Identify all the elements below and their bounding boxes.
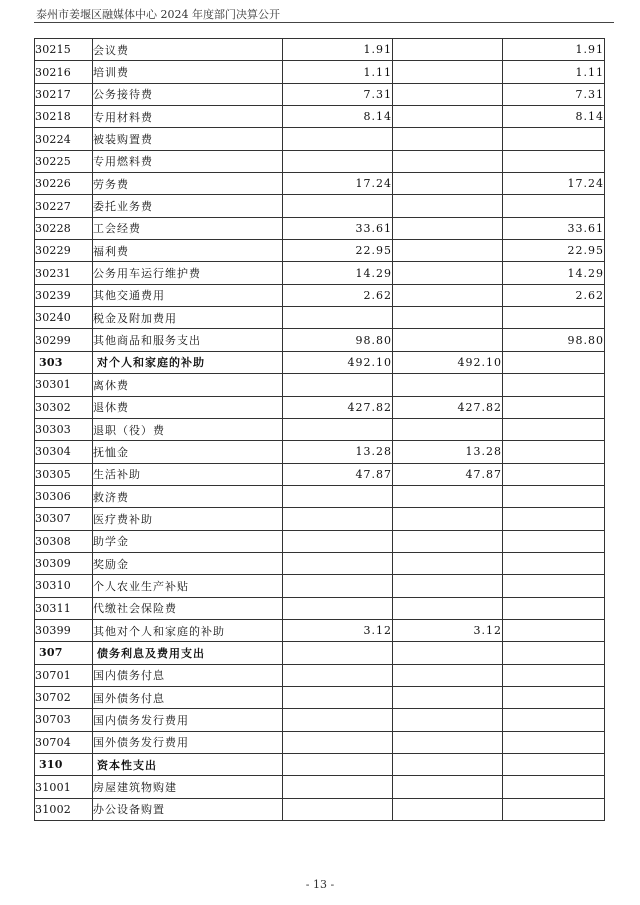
amount-public-cell [503, 552, 605, 574]
amount-personnel-cell [393, 597, 503, 619]
amount-public-cell: 1.11 [503, 61, 605, 83]
amount-total-cell [283, 508, 393, 530]
account-name-cell: 生活补助 [93, 463, 283, 485]
amount-total-cell: 492.10 [283, 351, 393, 373]
amount-public-cell: 14.29 [503, 262, 605, 284]
amount-total-cell [283, 530, 393, 552]
amount-public-cell: 22.95 [503, 240, 605, 262]
amount-personnel-cell [393, 329, 503, 351]
account-name-cell: 离休费 [93, 374, 283, 396]
amount-total-cell: 22.95 [283, 240, 393, 262]
table-row [35, 530, 605, 552]
account-code-cell: 310 [35, 754, 93, 776]
amount-total-cell [283, 664, 393, 686]
amount-personnel-cell [393, 754, 503, 776]
amount-public-cell [503, 195, 605, 217]
table-row [35, 284, 605, 306]
amount-total-cell [283, 307, 393, 329]
amount-public-cell [503, 731, 605, 753]
amount-personnel-cell [393, 217, 503, 239]
account-name-cell: 培训费 [93, 61, 283, 83]
table-row [35, 173, 605, 195]
amount-public-cell [503, 150, 605, 172]
account-code-cell: 30308 [35, 530, 93, 552]
account-code-cell: 30303 [35, 418, 93, 440]
amount-personnel-cell [393, 128, 503, 150]
amount-total-cell [283, 597, 393, 619]
amount-personnel-cell [393, 195, 503, 217]
account-name-cell: 国内债务付息 [93, 664, 283, 686]
account-code-cell: 303 [35, 351, 93, 373]
account-name-cell: 福利费 [93, 240, 283, 262]
amount-public-cell [503, 642, 605, 664]
amount-total-cell [283, 754, 393, 776]
amount-public-cell [503, 597, 605, 619]
amount-public-cell [503, 418, 605, 440]
amount-public-cell [503, 798, 605, 820]
table-row [35, 508, 605, 530]
table-row [35, 597, 605, 619]
table-row [35, 39, 605, 61]
amount-personnel-cell [393, 642, 503, 664]
account-name-cell: 其他对个人和家庭的补助 [93, 619, 283, 641]
amount-personnel-cell [393, 173, 503, 195]
account-name-cell: 抚恤金 [93, 441, 283, 463]
account-name-cell: 奖励金 [93, 552, 283, 574]
amount-total-cell: 1.11 [283, 61, 393, 83]
table-row-category [35, 351, 605, 373]
amount-personnel-cell [393, 552, 503, 574]
account-code-cell: 30239 [35, 284, 93, 306]
amount-public-cell: 1.91 [503, 39, 605, 61]
amount-personnel-cell [393, 39, 503, 61]
account-code-cell: 30307 [35, 508, 93, 530]
amount-total-cell [283, 642, 393, 664]
amount-personnel-cell [393, 418, 503, 440]
expenditure-table-body [35, 39, 605, 821]
account-code-cell: 30229 [35, 240, 93, 262]
account-code-cell: 30302 [35, 396, 93, 418]
amount-personnel-cell [393, 150, 503, 172]
amount-total-cell: 7.31 [283, 83, 393, 105]
page-header-title: 泰州市姜堰区融媒体中心 2024 年度部门决算公开 [36, 8, 280, 21]
amount-personnel-cell [393, 530, 503, 552]
amount-public-cell [503, 686, 605, 708]
amount-public-cell: 98.80 [503, 329, 605, 351]
account-name-cell: 专用燃料费 [93, 150, 283, 172]
amount-personnel-cell [393, 374, 503, 396]
account-code-cell: 30218 [35, 106, 93, 128]
account-code-cell: 30215 [35, 39, 93, 61]
account-code-cell: 30240 [35, 307, 93, 329]
amount-personnel-cell [393, 776, 503, 798]
account-code-cell: 30399 [35, 619, 93, 641]
amount-total-cell [283, 575, 393, 597]
amount-total-cell: 17.24 [283, 173, 393, 195]
amount-public-cell: 7.31 [503, 83, 605, 105]
account-name-cell: 退职（役）费 [93, 418, 283, 440]
table-row [35, 664, 605, 686]
account-code-cell: 30224 [35, 128, 93, 150]
amount-total-cell [283, 195, 393, 217]
account-code-cell: 30311 [35, 597, 93, 619]
amount-total-cell: 13.28 [283, 441, 393, 463]
account-code-cell: 307 [35, 642, 93, 664]
account-name-cell: 国外债务付息 [93, 686, 283, 708]
account-name-cell: 其他交通费用 [93, 284, 283, 306]
amount-public-cell: 2.62 [503, 284, 605, 306]
amount-total-cell: 33.61 [283, 217, 393, 239]
account-name-cell: 国内债务发行费用 [93, 709, 283, 731]
table-row [35, 83, 605, 105]
account-name-cell: 国外债务发行费用 [93, 731, 283, 753]
amount-personnel-cell [393, 83, 503, 105]
table-row [35, 61, 605, 83]
amount-public-cell [503, 664, 605, 686]
table-row [35, 619, 605, 641]
amount-total-cell [283, 128, 393, 150]
account-name-cell: 劳务费 [93, 173, 283, 195]
account-code-cell: 30305 [35, 463, 93, 485]
account-name-cell: 房屋建筑物购建 [93, 776, 283, 798]
account-name-cell: 公务用车运行维护费 [93, 262, 283, 284]
expenditure-table [34, 38, 605, 821]
amount-public-cell [503, 128, 605, 150]
amount-public-cell [503, 485, 605, 507]
account-code-cell: 30701 [35, 664, 93, 686]
amount-personnel-cell: 427.82 [393, 396, 503, 418]
amount-total-cell: 2.62 [283, 284, 393, 306]
amount-public-cell [503, 396, 605, 418]
amount-public-cell [503, 575, 605, 597]
table-row [35, 731, 605, 753]
table-row [35, 262, 605, 284]
table-row [35, 195, 605, 217]
amount-total-cell [283, 709, 393, 731]
amount-total-cell [283, 418, 393, 440]
account-code-cell: 30228 [35, 217, 93, 239]
amount-public-cell [503, 351, 605, 373]
account-code-cell: 30226 [35, 173, 93, 195]
table-row [35, 240, 605, 262]
table-row [35, 575, 605, 597]
table-row [35, 686, 605, 708]
table-row [35, 485, 605, 507]
amount-personnel-cell [393, 284, 503, 306]
amount-public-cell [503, 754, 605, 776]
amount-public-cell [503, 776, 605, 798]
table-row [35, 374, 605, 396]
amount-total-cell: 427.82 [283, 396, 393, 418]
account-code-cell: 30299 [35, 329, 93, 351]
account-name-cell: 委托业务费 [93, 195, 283, 217]
account-code-cell: 30304 [35, 441, 93, 463]
account-code-cell: 30703 [35, 709, 93, 731]
amount-total-cell [283, 552, 393, 574]
amount-public-cell [503, 374, 605, 396]
table-row [35, 128, 605, 150]
account-code-cell: 30227 [35, 195, 93, 217]
amount-total-cell: 1.91 [283, 39, 393, 61]
account-name-cell: 会议费 [93, 39, 283, 61]
account-name-cell: 办公设备购置 [93, 798, 283, 820]
table-row-category [35, 642, 605, 664]
amount-personnel-cell: 13.28 [393, 441, 503, 463]
amount-total-cell [283, 731, 393, 753]
account-code-cell: 30702 [35, 686, 93, 708]
amount-public-cell [503, 619, 605, 641]
account-name-cell: 工会经费 [93, 217, 283, 239]
table-row [35, 396, 605, 418]
amount-personnel-cell [393, 262, 503, 284]
amount-personnel-cell [393, 508, 503, 530]
table-row [35, 418, 605, 440]
amount-personnel-cell [393, 731, 503, 753]
table-row [35, 106, 605, 128]
table-row [35, 798, 605, 820]
amount-total-cell: 47.87 [283, 463, 393, 485]
amount-total-cell: 3.12 [283, 619, 393, 641]
account-code-cell: 30704 [35, 731, 93, 753]
account-name-cell: 资本性支出 [93, 754, 283, 776]
table-row [35, 463, 605, 485]
amount-total-cell [283, 150, 393, 172]
amount-personnel-cell [393, 709, 503, 731]
amount-total-cell [283, 798, 393, 820]
account-name-cell: 债务利息及费用支出 [93, 642, 283, 664]
amount-personnel-cell [393, 240, 503, 262]
amount-personnel-cell [393, 798, 503, 820]
account-code-cell: 31001 [35, 776, 93, 798]
account-code-cell: 30309 [35, 552, 93, 574]
account-name-cell: 个人农业生产补贴 [93, 575, 283, 597]
amount-public-cell [503, 508, 605, 530]
account-name-cell: 对个人和家庭的补助 [93, 351, 283, 373]
account-code-cell: 30231 [35, 262, 93, 284]
amount-personnel-cell: 492.10 [393, 351, 503, 373]
page-number: - 13 - [305, 878, 335, 891]
account-name-cell: 被装购置费 [93, 128, 283, 150]
account-name-cell: 救济费 [93, 485, 283, 507]
amount-personnel-cell [393, 686, 503, 708]
table-row [35, 307, 605, 329]
amount-personnel-cell [393, 664, 503, 686]
account-name-cell: 专用材料费 [93, 106, 283, 128]
account-code-cell: 30216 [35, 61, 93, 83]
account-name-cell: 代缴社会保险费 [93, 597, 283, 619]
account-code-cell: 30306 [35, 485, 93, 507]
header-divider [34, 22, 614, 23]
amount-public-cell [503, 463, 605, 485]
amount-total-cell: 98.80 [283, 329, 393, 351]
account-code-cell: 30301 [35, 374, 93, 396]
amount-public-cell: 17.24 [503, 173, 605, 195]
table-row-category [35, 754, 605, 776]
amount-public-cell [503, 530, 605, 552]
amount-public-cell [503, 307, 605, 329]
account-code-cell: 31002 [35, 798, 93, 820]
account-code-cell: 30310 [35, 575, 93, 597]
amount-public-cell: 33.61 [503, 217, 605, 239]
account-name-cell: 助学金 [93, 530, 283, 552]
amount-personnel-cell [393, 485, 503, 507]
account-name-cell: 税金及附加费用 [93, 307, 283, 329]
table-row [35, 217, 605, 239]
amount-public-cell: 8.14 [503, 106, 605, 128]
table-row [35, 776, 605, 798]
amount-personnel-cell [393, 106, 503, 128]
amount-personnel-cell [393, 575, 503, 597]
amount-personnel-cell: 3.12 [393, 619, 503, 641]
amount-total-cell: 8.14 [283, 106, 393, 128]
amount-public-cell [503, 441, 605, 463]
account-name-cell: 退休费 [93, 396, 283, 418]
table-row [35, 441, 605, 463]
table-row [35, 150, 605, 172]
amount-total-cell: 14.29 [283, 262, 393, 284]
account-code-cell: 30225 [35, 150, 93, 172]
account-name-cell: 医疗费补助 [93, 508, 283, 530]
table-row [35, 329, 605, 351]
table-row [35, 709, 605, 731]
amount-total-cell [283, 686, 393, 708]
amount-total-cell [283, 776, 393, 798]
amount-total-cell [283, 374, 393, 396]
account-name-cell: 公务接待费 [93, 83, 283, 105]
account-name-cell: 其他商品和服务支出 [93, 329, 283, 351]
amount-public-cell [503, 709, 605, 731]
amount-total-cell [283, 485, 393, 507]
account-code-cell: 30217 [35, 83, 93, 105]
table-row [35, 552, 605, 574]
amount-personnel-cell: 47.87 [393, 463, 503, 485]
amount-personnel-cell [393, 61, 503, 83]
amount-personnel-cell [393, 307, 503, 329]
